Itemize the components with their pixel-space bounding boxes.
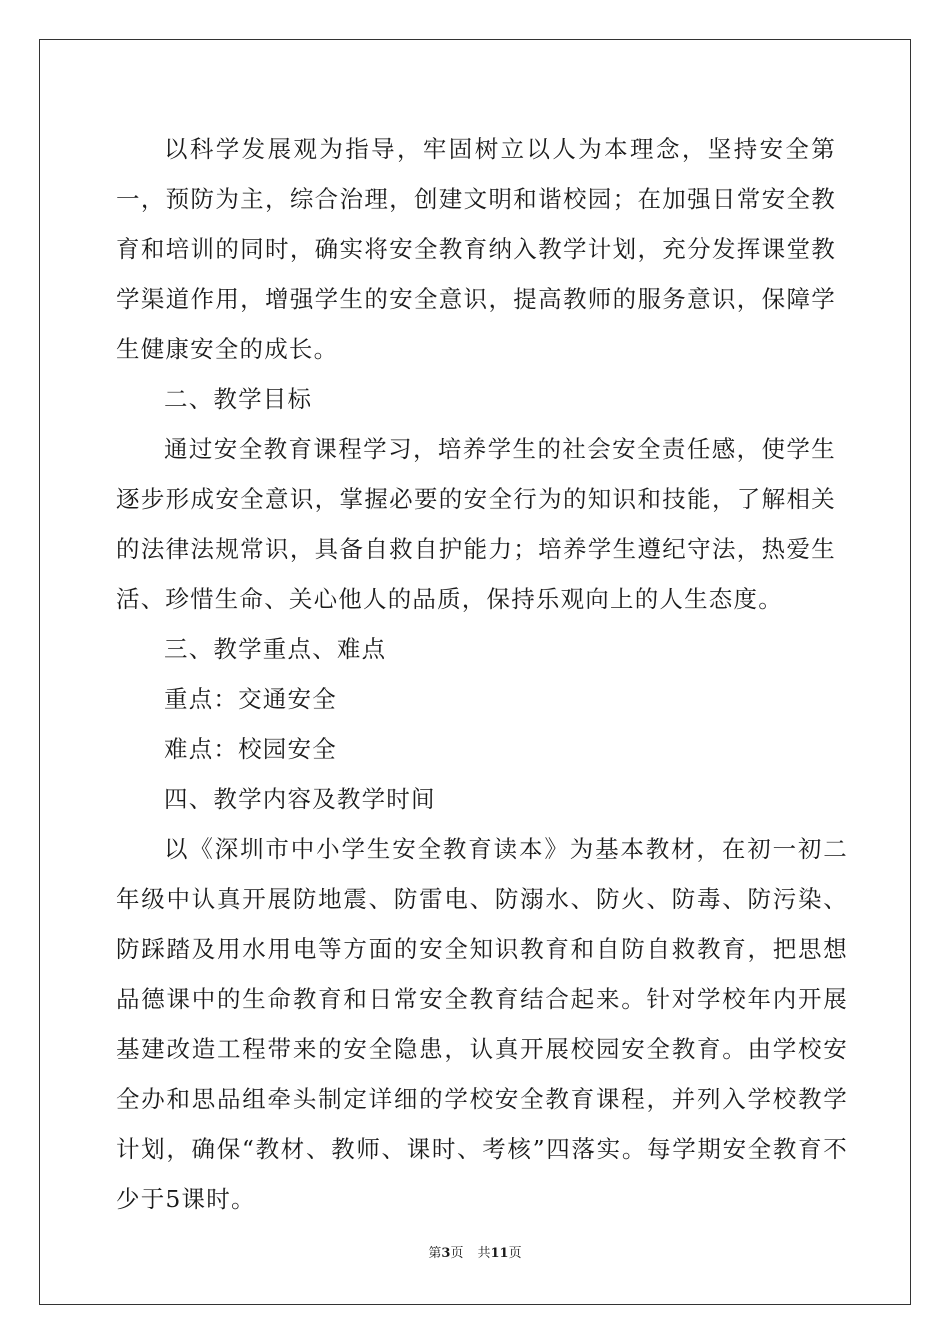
heading-teaching-goals: 二、教学目标 [164, 385, 313, 413]
document-body [116, 124, 848, 1224]
page-prefix: 第 [428, 1246, 442, 1261]
paragraph-content-and-time: 以《深圳市中小学生安全教育读本》为基本教材，在初一初二年级中认真开展防地震、防雷电、防溺水、防火、防毒、防污染、防踩踏及用水用电等方面的安全知识教育和自防自救教育，把思想品德课中的生命教育和日常安全教育结合起来。针对学校年内开展基建改造工程带来的安全隐患，认真开展校园安全教育。由学校安全办和思品组牵头制定详细的学校安全教育课程，并列入学校教学计划，确保“教材、教师、课时、考核”四落实。每学期安全教育不少于5课时。 [116, 835, 848, 1213]
page-footer [0, 1242, 950, 1261]
difficulty-line: 难点：校园安全 [164, 735, 337, 763]
paragraph-guiding-principle: 以科学发展观为指导，牢固树立以人为本理念，坚持安全第一，预防为主，综合治理，创建文明和谐校园；在加强日常安全教育和培训的同时，确实将安全教育纳入教学计划，充分发挥课堂教学渠道作用，增强学生的安全意识，提高教师的服务意识，保障学生健康安全的成长。 [116, 135, 836, 363]
heading-key-points: 三、教学重点、难点 [164, 635, 387, 663]
page-suffix: 页 [450, 1246, 464, 1261]
page-number: 3 [441, 1246, 451, 1261]
total-pages: 11 [490, 1246, 509, 1261]
key-point-line: 重点：交通安全 [164, 685, 337, 713]
heading-content-and-time: 四、教学内容及教学时间 [164, 785, 436, 813]
total-prefix: 共 [477, 1246, 491, 1261]
paragraph-teaching-goals: 通过安全教育课程学习，培养学生的社会安全责任感，使学生逐步形成安全意识，掌握必要的安全行为的知识和技能，了解相关的法律法规常识，具备自救自护能力；培养学生遵纪守法，热爱生活、珍惜生命、关心他人的品质，保持乐观向上的人生态度。 [116, 435, 836, 613]
total-suffix: 页 [508, 1246, 522, 1261]
